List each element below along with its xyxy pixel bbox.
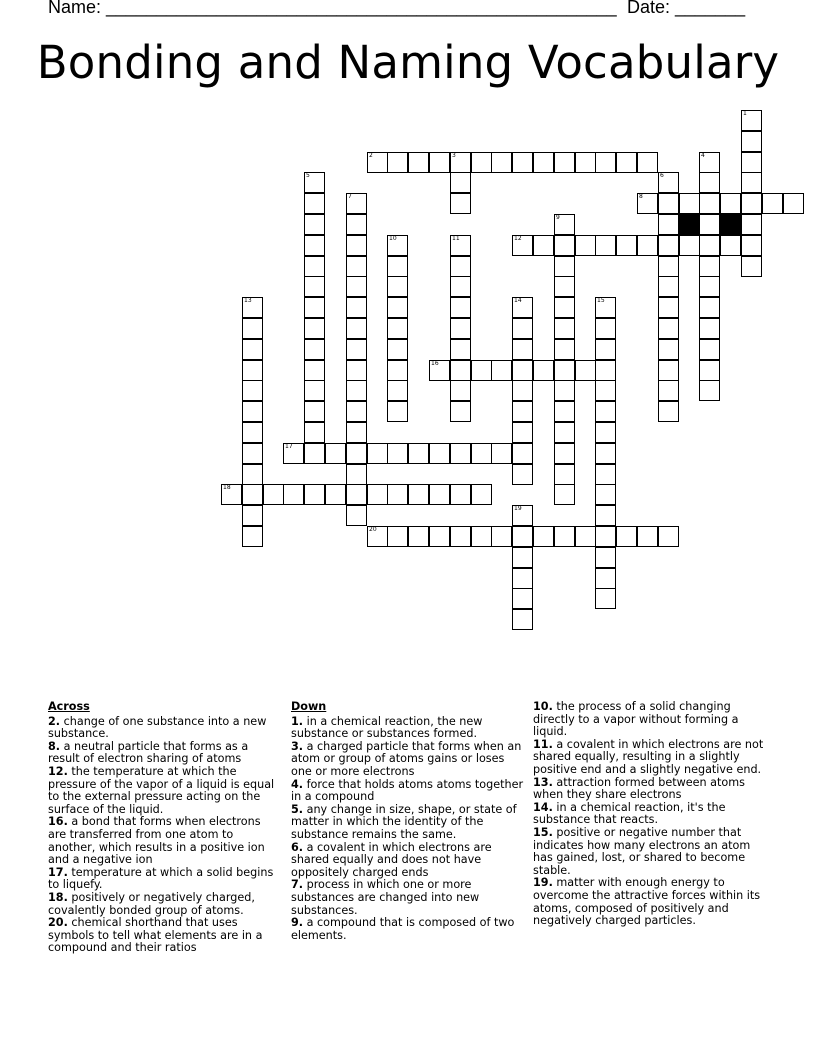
across-heading: Across [48, 700, 90, 713]
grid-cell[interactable] [387, 152, 408, 173]
clue-item [48, 716, 282, 741]
clue-item [533, 777, 769, 802]
grid-cell[interactable] [699, 235, 720, 256]
grid-cell[interactable] [242, 401, 263, 422]
grid-cell[interactable] [741, 256, 762, 277]
grid-cell[interactable] [450, 297, 471, 318]
clue-text: chemical shorthand that uses symbols to tell what elements are in a compound and their ratios [48, 916, 263, 955]
grid-cell[interactable] [429, 152, 450, 173]
grid-cell[interactable] [512, 360, 533, 381]
grid-cell[interactable] [450, 318, 471, 339]
page-title: Bonding and Naming Vocabulary [36, 36, 780, 89]
grid-cell[interactable] [512, 380, 533, 401]
grid-cell[interactable] [575, 360, 596, 381]
grid-cell[interactable] [699, 193, 720, 214]
clue-text: a charged particle that forms when an atom or group of atoms gains or loses one or more electrons [291, 739, 522, 778]
grid-cell[interactable] [242, 422, 263, 443]
clue-number-label: 15 [597, 297, 605, 304]
grid-cell[interactable] [595, 547, 616, 568]
grid-cell[interactable] [346, 297, 367, 318]
clue-text: force that holds atoms atoms together in a compound [291, 777, 524, 804]
grid-cell[interactable] [450, 484, 471, 505]
grid-cell[interactable] [283, 484, 304, 505]
grid-cell[interactable] [450, 360, 471, 381]
grid-cell[interactable] [491, 526, 512, 547]
grid-cell[interactable] [554, 464, 575, 485]
clue-number-label: 4 [701, 152, 705, 159]
clue-item [48, 892, 282, 917]
down-clues [291, 701, 525, 942]
grid-cell[interactable] [450, 401, 471, 422]
grid-cell[interactable] [242, 505, 263, 526]
grid-cell[interactable] [637, 526, 658, 547]
grid-cell[interactable] [242, 464, 263, 485]
grid-cell[interactable] [242, 380, 263, 401]
clue-number: 11. [533, 737, 553, 751]
clue-text: matter with enough energy to overcome the attractive forces within its atoms, composed of positively and negatively charged particles. [533, 876, 761, 928]
grid-cell[interactable] [450, 152, 471, 173]
grid-cell[interactable] [408, 526, 429, 547]
grid-cell[interactable] [346, 276, 367, 297]
grid-cell[interactable] [554, 214, 575, 235]
clue-text: a bond that forms when electrons are transferred from one atom to another, which results in a positive ion and a negative ion [48, 815, 265, 867]
grid-cell[interactable] [346, 401, 367, 422]
grid-cell[interactable] [533, 526, 554, 547]
grid-cell[interactable] [367, 152, 388, 173]
grid-cell[interactable] [304, 172, 325, 193]
grid-cell[interactable] [512, 505, 533, 526]
clue-item [48, 816, 282, 866]
clue-item [533, 802, 769, 827]
clue-number: 19. [533, 876, 553, 890]
grid-cell[interactable] [699, 318, 720, 339]
grid-cell[interactable] [346, 380, 367, 401]
grid-cell[interactable] [554, 380, 575, 401]
clue-number-label: 19 [514, 505, 522, 512]
grid-cell[interactable] [512, 339, 533, 360]
clue-number-label: 20 [369, 526, 377, 533]
grid-cell[interactable] [387, 484, 408, 505]
grid-cell[interactable] [554, 443, 575, 464]
clue-number: 8. [48, 739, 61, 753]
grid-cell[interactable] [595, 505, 616, 526]
grid-cell[interactable] [387, 401, 408, 422]
grid-cell[interactable] [304, 214, 325, 235]
clue-number-label: 9 [556, 214, 560, 221]
across-clues [48, 701, 282, 955]
grid-cell[interactable] [741, 152, 762, 173]
clue-number: 1. [291, 714, 304, 728]
clue-number-label: 7 [348, 193, 352, 200]
grid-cell[interactable] [595, 297, 616, 318]
clue-number-label: 10 [389, 235, 397, 242]
grid-cell[interactable] [741, 214, 762, 235]
grid-cell[interactable] [554, 276, 575, 297]
grid-cell[interactable] [679, 193, 700, 214]
grid-cell[interactable] [387, 256, 408, 277]
grid-cell[interactable] [450, 193, 471, 214]
grid-cell[interactable] [658, 235, 679, 256]
clue-text: a neutral particle that forms as a result of electron sharing of atoms [48, 739, 249, 766]
grid-cell[interactable] [450, 235, 471, 256]
grid-cell[interactable] [325, 443, 346, 464]
grid-cell[interactable] [304, 235, 325, 256]
clue-number-label: 5 [306, 172, 310, 179]
grid-cell[interactable] [450, 443, 471, 464]
grid-cell[interactable] [575, 152, 596, 173]
grid-cell[interactable] [741, 193, 762, 214]
grid-cell[interactable] [512, 464, 533, 485]
grid-cell[interactable] [387, 339, 408, 360]
date-label-text: Date: [627, 0, 676, 17]
grid-cell[interactable] [304, 193, 325, 214]
grid-cell[interactable] [679, 235, 700, 256]
grid-cell[interactable] [346, 318, 367, 339]
grid-cell[interactable] [387, 297, 408, 318]
clue-item [48, 917, 282, 955]
grid-cell[interactable] [346, 339, 367, 360]
grid-cell[interactable] [699, 172, 720, 193]
grid-cell[interactable] [658, 297, 679, 318]
clue-item [291, 779, 525, 804]
clue-item [291, 879, 525, 917]
grid-cell[interactable] [408, 484, 429, 505]
grid-cell[interactable] [471, 484, 492, 505]
clue-number: 6. [291, 840, 304, 854]
grid-cell[interactable] [346, 443, 367, 464]
grid-cell[interactable] [242, 318, 263, 339]
grid-cell[interactable] [658, 276, 679, 297]
black-square [720, 214, 741, 235]
grid-cell[interactable] [616, 235, 637, 256]
clue-item [291, 716, 525, 741]
grid-cell[interactable] [512, 297, 533, 318]
clue-item [291, 917, 525, 942]
clue-text: in a chemical reaction, the new substance or substances formed. [291, 714, 483, 741]
clue-text: positively or negatively charged, covalently bonded group of atoms. [48, 890, 255, 917]
grid-cell[interactable] [533, 152, 554, 173]
clue-number: 15. [533, 825, 553, 839]
grid-cell[interactable] [450, 380, 471, 401]
grid-cell[interactable] [616, 152, 637, 173]
grid-cell[interactable] [595, 588, 616, 609]
grid-cell[interactable] [304, 422, 325, 443]
clue-number-label: 13 [244, 297, 252, 304]
clue-item [48, 741, 282, 766]
clue-number-label: 17 [285, 443, 293, 450]
clue-number-label: 14 [514, 297, 522, 304]
clue-number: 17. [48, 865, 68, 879]
grid-cell[interactable] [658, 172, 679, 193]
grid-cell[interactable] [304, 360, 325, 381]
grid-cell[interactable] [304, 339, 325, 360]
grid-cell[interactable] [595, 464, 616, 485]
grid-cell[interactable] [512, 526, 533, 547]
grid-cell[interactable] [595, 568, 616, 589]
clue-number-label: 8 [639, 193, 643, 200]
grid-cell[interactable] [387, 360, 408, 381]
grid-cell[interactable] [408, 152, 429, 173]
grid-cell[interactable] [595, 380, 616, 401]
grid-cell[interactable] [450, 526, 471, 547]
grid-cell[interactable] [367, 526, 388, 547]
grid-cell[interactable] [512, 547, 533, 568]
grid-cell[interactable] [471, 360, 492, 381]
grid-cell[interactable] [658, 339, 679, 360]
grid-cell[interactable] [658, 214, 679, 235]
clue-item [533, 739, 769, 777]
clue-text: a covalent in which electrons are not shared equally, resulting in a slightly positive end and a slightly negative end. [533, 737, 764, 776]
grid-cell[interactable] [575, 526, 596, 547]
clue-item [48, 766, 282, 816]
grid-cell[interactable] [304, 276, 325, 297]
clue-number: 2. [48, 714, 61, 728]
grid-cell[interactable] [450, 172, 471, 193]
clue-number-label: 1 [743, 110, 747, 117]
clue-text: attraction formed between atoms when they share electrons [533, 775, 745, 802]
grid-cell[interactable] [367, 484, 388, 505]
grid-cell[interactable] [512, 401, 533, 422]
grid-cell[interactable] [346, 235, 367, 256]
grid-cell[interactable] [429, 360, 450, 381]
grid-cell[interactable] [387, 443, 408, 464]
clue-item [291, 842, 525, 880]
clue-item [533, 827, 769, 877]
grid-cell[interactable] [512, 609, 533, 630]
grid-cell[interactable] [595, 318, 616, 339]
clue-text: the process of a solid changing directly to a vapor without forming a liquid. [533, 700, 739, 739]
clue-number: 14. [533, 800, 553, 814]
grid-cell[interactable] [242, 484, 263, 505]
grid-cell[interactable] [658, 401, 679, 422]
grid-cell[interactable] [699, 360, 720, 381]
grid-cell[interactable] [512, 318, 533, 339]
grid-cell[interactable] [554, 422, 575, 443]
grid-cell[interactable] [595, 484, 616, 505]
grid-cell[interactable] [595, 235, 616, 256]
clue-number: 18. [48, 890, 68, 904]
clue-number: 12. [48, 764, 68, 778]
grid-cell[interactable] [450, 339, 471, 360]
grid-cell[interactable] [637, 193, 658, 214]
clue-number: 16. [48, 815, 68, 829]
grid-cell[interactable] [595, 339, 616, 360]
grid-cell[interactable] [699, 297, 720, 318]
grid-cell[interactable] [554, 256, 575, 277]
clue-item [48, 867, 282, 892]
grid-cell[interactable] [533, 235, 554, 256]
grid-cell[interactable] [762, 193, 783, 214]
grid-cell[interactable] [554, 297, 575, 318]
grid-cell[interactable] [450, 256, 471, 277]
grid-cell[interactable] [637, 235, 658, 256]
grid-cell[interactable] [699, 256, 720, 277]
grid-cell[interactable] [741, 110, 762, 131]
grid-cell[interactable] [367, 443, 388, 464]
clue-number-label: 3 [452, 152, 456, 159]
grid-cell[interactable] [346, 505, 367, 526]
grid-cell[interactable] [304, 484, 325, 505]
grid-cell[interactable] [304, 443, 325, 464]
clue-number: 3. [291, 739, 304, 753]
grid-cell[interactable] [242, 526, 263, 547]
clue-item [291, 741, 525, 779]
grid-cell[interactable] [491, 443, 512, 464]
clue-text: any change in size, shape, or state of matter in which the identity of the substance remains the same. [291, 802, 517, 841]
grid-cell[interactable] [387, 526, 408, 547]
clue-number-label: 12 [514, 235, 522, 242]
grid-cell[interactable] [471, 443, 492, 464]
grid-cell[interactable] [658, 256, 679, 277]
grid-cell[interactable] [387, 235, 408, 256]
grid-cell[interactable] [304, 318, 325, 339]
clue-text: a compound that is composed of two elements. [291, 916, 515, 942]
grid-cell[interactable] [387, 276, 408, 297]
grid-cell[interactable] [554, 318, 575, 339]
grid-cell[interactable] [387, 318, 408, 339]
clue-number-label: 11 [452, 235, 460, 242]
grid-cell[interactable] [699, 276, 720, 297]
grid-cell[interactable] [242, 443, 263, 464]
clue-text: change of one substance into a new substance. [48, 714, 267, 741]
grid-cell[interactable] [658, 318, 679, 339]
grid-cell[interactable] [741, 235, 762, 256]
grid-cell[interactable] [595, 360, 616, 381]
grid-cell[interactable] [512, 588, 533, 609]
grid-cell[interactable] [741, 131, 762, 152]
grid-cell[interactable] [741, 172, 762, 193]
across-clue-list [48, 716, 282, 955]
grid-cell[interactable] [554, 235, 575, 256]
grid-cell[interactable] [658, 380, 679, 401]
grid-cell[interactable] [595, 443, 616, 464]
grid-cell[interactable] [471, 152, 492, 173]
clue-number: 13. [533, 775, 553, 789]
grid-cell[interactable] [242, 339, 263, 360]
clue-number: 4. [291, 777, 304, 791]
clue-text: a covalent in which electrons are shared equally and does not have oppositely charged ends [291, 840, 492, 879]
clue-number: 20. [48, 916, 68, 930]
grid-cell[interactable] [304, 401, 325, 422]
grid-cell[interactable] [554, 484, 575, 505]
grid-cell[interactable] [221, 484, 242, 505]
grid-cell[interactable] [554, 401, 575, 422]
grid-cell[interactable] [637, 152, 658, 173]
name-line[interactable]: ___________________________________________________ [106, 0, 617, 17]
black-square [679, 214, 700, 235]
grid-cell[interactable] [242, 297, 263, 318]
grid-cell[interactable] [346, 193, 367, 214]
down-continued-clue-list [533, 701, 769, 928]
grid-cell[interactable] [346, 422, 367, 443]
grid-cell[interactable] [346, 464, 367, 485]
grid-cell[interactable] [263, 484, 284, 505]
grid-cell[interactable] [575, 235, 596, 256]
clue-number-label: 16 [431, 360, 439, 367]
clue-number-label: 6 [660, 172, 664, 179]
down-clue-list [291, 716, 525, 943]
grid-cell[interactable] [595, 526, 616, 547]
name-label-text: Name: [48, 0, 107, 17]
grid-cell[interactable] [699, 380, 720, 401]
grid-cell[interactable] [783, 193, 804, 214]
grid-cell[interactable] [304, 297, 325, 318]
clue-item [291, 804, 525, 842]
grid-cell[interactable] [491, 152, 512, 173]
grid-cell[interactable] [658, 360, 679, 381]
grid-cell[interactable] [450, 276, 471, 297]
clue-number: 7. [291, 878, 304, 892]
grid-cell[interactable] [658, 193, 679, 214]
grid-cell[interactable] [283, 443, 304, 464]
clue-text: temperature at which a solid begins to liquefy. [48, 865, 274, 892]
grid-cell[interactable] [429, 484, 450, 505]
clue-text: positive or negative number that indicates how many electrons an atom has gained, lost, or shared to become stable. [533, 825, 751, 877]
down-clues-continued [533, 701, 769, 928]
grid-cell[interactable] [554, 339, 575, 360]
grid-cell[interactable] [242, 360, 263, 381]
grid-cell[interactable] [512, 422, 533, 443]
grid-cell[interactable] [429, 443, 450, 464]
grid-cell[interactable] [720, 193, 741, 214]
grid-cell[interactable] [512, 152, 533, 173]
down-heading: Down [291, 700, 327, 713]
grid-cell[interactable] [512, 443, 533, 464]
grid-cell[interactable] [346, 484, 367, 505]
grid-cell[interactable] [346, 214, 367, 235]
grid-cell[interactable] [346, 360, 367, 381]
grid-cell[interactable] [512, 568, 533, 589]
grid-cell[interactable] [471, 526, 492, 547]
grid-cell[interactable] [554, 152, 575, 173]
grid-cell[interactable] [387, 380, 408, 401]
grid-cell[interactable] [304, 380, 325, 401]
grid-cell[interactable] [595, 152, 616, 173]
clue-number-label: 18 [223, 484, 231, 491]
clue-number: 9. [291, 916, 304, 930]
grid-cell[interactable] [616, 526, 637, 547]
grid-cell[interactable] [304, 256, 325, 277]
clue-number: 5. [291, 802, 304, 816]
grid-cell[interactable] [325, 484, 346, 505]
grid-cell[interactable] [512, 235, 533, 256]
clue-text: the temperature at which the pressure of the vapor of a liquid is equal to the external pressure acting on the surface of the liquid. [48, 764, 275, 816]
grid-cell[interactable] [429, 526, 450, 547]
grid-cell[interactable] [533, 360, 554, 381]
grid-cell[interactable] [720, 235, 741, 256]
grid-cell[interactable] [658, 526, 679, 547]
grid-cell[interactable] [595, 422, 616, 443]
clue-item [533, 701, 769, 739]
grid-cell[interactable] [491, 360, 512, 381]
grid-cell[interactable] [699, 339, 720, 360]
clue-text: in a chemical reaction, it's the substance that reacts. [533, 800, 726, 827]
grid-cell[interactable] [699, 152, 720, 173]
grid-cell[interactable] [699, 214, 720, 235]
clue-item [533, 877, 769, 927]
grid-cell[interactable] [595, 401, 616, 422]
clue-text: process in which one or more substances are changed into new substances. [291, 878, 480, 917]
grid-cell[interactable] [346, 256, 367, 277]
grid-cell[interactable] [554, 526, 575, 547]
clue-number-label: 2 [369, 152, 373, 159]
grid-cell[interactable] [408, 443, 429, 464]
clue-number: 10. [533, 700, 553, 713]
date-line[interactable]: _______ [675, 0, 746, 17]
grid-cell[interactable] [554, 360, 575, 381]
